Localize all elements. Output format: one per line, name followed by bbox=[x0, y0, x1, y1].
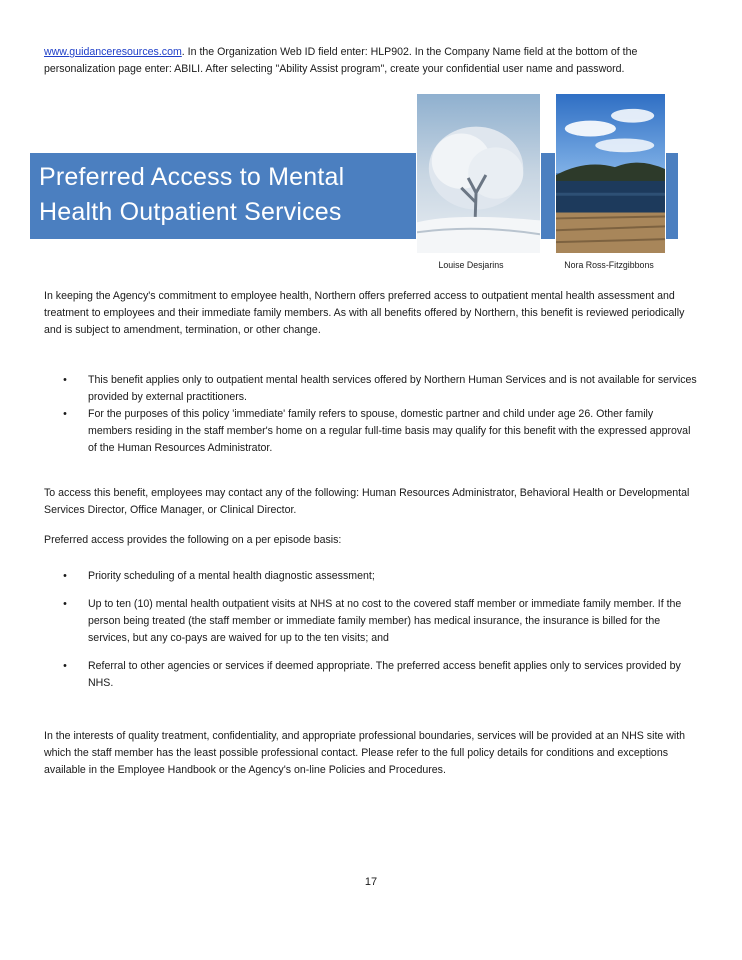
paragraph-confidentiality: In the interests of quality treatment, confidentiality, and appropriate professional boundaries, services will be provided at an NHS site with which the staff member has the least possible professional contact. Please refer to the full policy details for conditions and exceptions available in the Employee Handbook or the Agency's on-line Policies and Procedures. bbox=[44, 730, 686, 776]
list-item: • Referral to other agencies or services if deemed appropriate. The preferred access benefit applies only to services provided by NHS. bbox=[60, 658, 700, 692]
bullet-marker: • bbox=[63, 570, 67, 582]
list-item: • Priority scheduling of a mental health diagnostic assessment; bbox=[60, 568, 700, 585]
paragraph-provides: Preferred access provides the following on a per episode basis: bbox=[44, 534, 342, 546]
paragraph-intro: In keeping the Agency's commitment to employee health, Northern offers preferred access to outpatient mental health assessment and treatment to employees and their immediate family members. As with all benefits offered by Northern, this benefit is reviewed periodically and is subject to amendment, termination, or other change. bbox=[44, 290, 685, 336]
photo-caption-1: Louise Desjarins bbox=[438, 260, 504, 270]
lake-landscape-photo bbox=[555, 93, 666, 254]
paragraph-contacts: To access this benefit, employees may contact any of the following: Human Resources Administrator, Behavioral Health or Developmental Services Director, Office Manager, or Clinical Director. bbox=[44, 487, 690, 516]
bullet-marker: • bbox=[63, 374, 67, 386]
photo-caption-2: Nora Ross-Fitzgibbons bbox=[564, 260, 654, 270]
bullet-list-eligibility bbox=[60, 372, 700, 457]
page-number: 17 bbox=[364, 876, 378, 888]
bullet-list-provisions bbox=[60, 568, 700, 692]
intro-paragraph bbox=[44, 44, 700, 78]
list-item: • This benefit applies only to outpatient mental health services offered by Northern Human Services and is not available for services provided by external practitioners. bbox=[60, 372, 700, 406]
bullet-marker: • bbox=[63, 408, 67, 420]
list-item: • For the purposes of this policy 'immediate' family refers to spouse, domestic partner and child under age 26. Other family members residing in the staff member's home on a regular full-time basis may qualify for this benefit with the expressed approval of the Human Resources Administrator. bbox=[60, 406, 700, 457]
intro-text: . In the Organization Web ID field enter: HLP902. In the Company Name field at the bottom of the personalization page enter: ABILI. After selecting "Ability Assist program", create your confidential user name and password. bbox=[44, 46, 638, 75]
bullet-marker: • bbox=[63, 660, 67, 672]
bullet-marker: • bbox=[63, 598, 67, 610]
section-title: Preferred Access to Mental Health Outpatient Services bbox=[39, 163, 345, 226]
guidance-resources-link[interactable]: www.guidanceresources.com bbox=[44, 46, 182, 58]
list-item: • Up to ten (10) mental health outpatient visits at NHS at no cost to the covered staff member or immediate family member. If the person being treated (the staff member or immediate family member) has medical insurance, the insurance is billed for the services, but any co-pays are waived for up to the ten visits; and bbox=[60, 596, 700, 647]
snowy-tree-photo bbox=[416, 93, 541, 254]
